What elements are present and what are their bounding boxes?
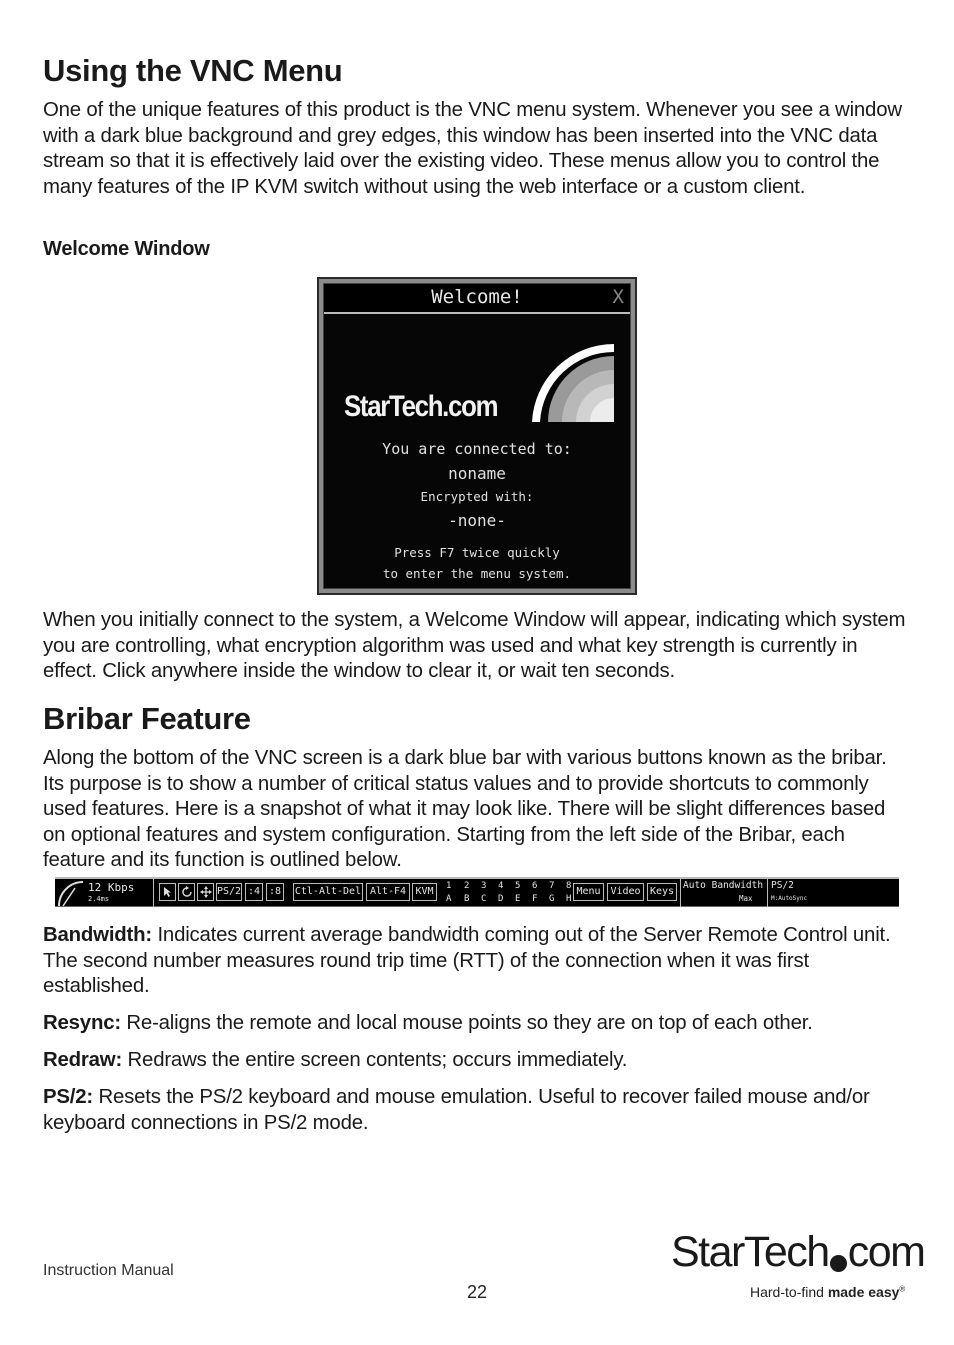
port-3[interactable]: 3 (481, 881, 487, 891)
autosync-status: M:AutoSync (771, 895, 808, 902)
port-5[interactable]: 5 (515, 881, 521, 891)
menu-button[interactable]: Menu (573, 883, 604, 901)
ps2-status-label: PS/2 (771, 880, 794, 891)
welcome-window-body (323, 283, 631, 589)
port-b[interactable]: B (464, 894, 470, 904)
rtt-value: 2.4ms (88, 895, 110, 903)
welcome-title: Welcome! (431, 286, 523, 308)
brand-right: com (847, 1228, 925, 1276)
feature-text: Re-aligns the remote and local mouse points so they are on top of each other. (120, 1012, 813, 1034)
welcome-window-description: When you initially connect to the system, a Welcome Window will appear, indicating which system you are controlling, what encryption algorithm was used and what key strength is currently in effect. Click anywhere inside the window to clear it, or wait ten seconds. (43, 609, 906, 682)
section-heading-bribar: Bribar Feature (43, 701, 251, 736)
divider (767, 879, 768, 907)
feature-term: Resync: (43, 1012, 121, 1034)
feature-text: Resets the PS/2 keyboard and mouse emulation. Useful to recover failed mouse and/or keyboard connections in PS/2 mode. (43, 1086, 870, 1134)
bandwidth-max-label: Max (739, 894, 753, 903)
close-icon[interactable]: X (612, 286, 624, 308)
port-d[interactable]: D (498, 894, 504, 904)
feature-term: Redraw: (43, 1049, 123, 1071)
brand-dot-icon (830, 1255, 847, 1272)
port-g[interactable]: G (549, 894, 555, 904)
port-4[interactable]: 4 (498, 881, 504, 891)
footer-manual-label: Instruction Manual (43, 1262, 174, 1279)
feature-text: Indicates current average bandwidth coming out of the Server Remote Control unit. The second number measures round trip time (RTT) of the connection when it was first established. (43, 924, 891, 997)
port-f[interactable]: F (532, 894, 538, 904)
move-arrows-icon (200, 886, 212, 898)
port-e[interactable]: E (515, 894, 521, 904)
scale-4-button[interactable]: :4 (245, 883, 263, 901)
divider (153, 879, 154, 907)
menu-hint-line2: to enter the menu system. (382, 566, 572, 581)
port-a[interactable]: A (446, 894, 452, 904)
port-c[interactable]: C (481, 894, 487, 904)
ps2-reset-button[interactable]: PS/2 (216, 883, 242, 901)
bandwidth-gauge-icon (57, 880, 83, 906)
port-1[interactable]: 1 (446, 881, 452, 891)
port-7[interactable]: 7 (549, 881, 555, 891)
port-2[interactable]: 2 (464, 881, 470, 891)
keys-button[interactable]: Keys (647, 883, 677, 901)
feature-redraw (43, 1048, 911, 1074)
redraw-button[interactable] (197, 883, 214, 901)
encryption-value: -none- (448, 511, 506, 530)
menu-hint-line1: Press F7 twice quickly (394, 545, 560, 560)
pointer-button[interactable] (159, 883, 176, 901)
feature-term: Bandwidth: (43, 924, 152, 946)
vnc-menu-intro: One of the unique features of this product is the VNC menu system. Whenever you see a window with a dark blue background and grey edges, this window has been inserted into the VNC data stream so that it is effectively laid over the existing video. These menus allow you to control the many features of the IP KVM switch without using the web interface or a custom client. (43, 99, 902, 198)
feature-term: PS/2: (43, 1086, 93, 1108)
feature-bandwidth (43, 923, 911, 1000)
bribar (55, 877, 899, 907)
scale-8-button[interactable]: :8 (266, 883, 284, 901)
registered-mark: ® (899, 1284, 906, 1294)
brand-left: StarTech (671, 1228, 829, 1276)
divider (680, 879, 681, 907)
port-h[interactable]: H (566, 894, 572, 904)
feature-ps2 (43, 1085, 911, 1136)
startech-logo: StarTech.com (344, 390, 498, 423)
kvm-button[interactable]: KVM (412, 883, 437, 901)
ctrl-alt-del-button[interactable]: Ctl-Alt-Del (293, 883, 363, 901)
feature-resync (43, 1011, 911, 1037)
feature-text: Redraws the entire screen contents; occurs immediately. (122, 1049, 628, 1071)
welcome-titlebar (324, 284, 630, 314)
tagline-bold: made easy (827, 1284, 900, 1300)
bribar-intro: Along the bottom of the VNC screen is a dark blue bar with various buttons known as the bribar. Its purpose is to show a number of critical status values and to provide shortcuts to commonly used features. Here is a snapshot of what it may look like. There will be slight differences based on optional features and system configuration. Starting from the left side of the Bribar, each feature and its function is outlined below. (43, 747, 887, 871)
cursor-icon (162, 886, 173, 898)
alt-f4-button[interactable]: Alt-F4 (366, 883, 410, 901)
auto-bandwidth-label[interactable]: Auto Bandwidth (683, 880, 764, 891)
connected-label: You are connected to: (382, 440, 572, 458)
startech-swoosh-icon (530, 342, 614, 422)
port-6[interactable]: 6 (532, 881, 538, 891)
startech-brand-logo (671, 1228, 924, 1277)
host-name: noname (448, 464, 506, 483)
video-button[interactable]: Video (607, 883, 644, 901)
tagline-plain: Hard-to-find (750, 1284, 828, 1300)
bandwidth-value: 12 Kbps (88, 881, 135, 894)
resync-icon (181, 886, 193, 898)
port-8[interactable]: 8 (566, 881, 572, 891)
section-heading-vnc-menu: Using the VNC Menu (43, 53, 343, 88)
brand-tagline (750, 1284, 905, 1300)
welcome-window-subheading: Welcome Window (43, 238, 210, 260)
resync-button[interactable] (178, 883, 195, 901)
page-number: 22 (466, 1282, 488, 1302)
welcome-window[interactable] (317, 277, 637, 595)
encrypted-label: Encrypted with: (420, 489, 534, 504)
